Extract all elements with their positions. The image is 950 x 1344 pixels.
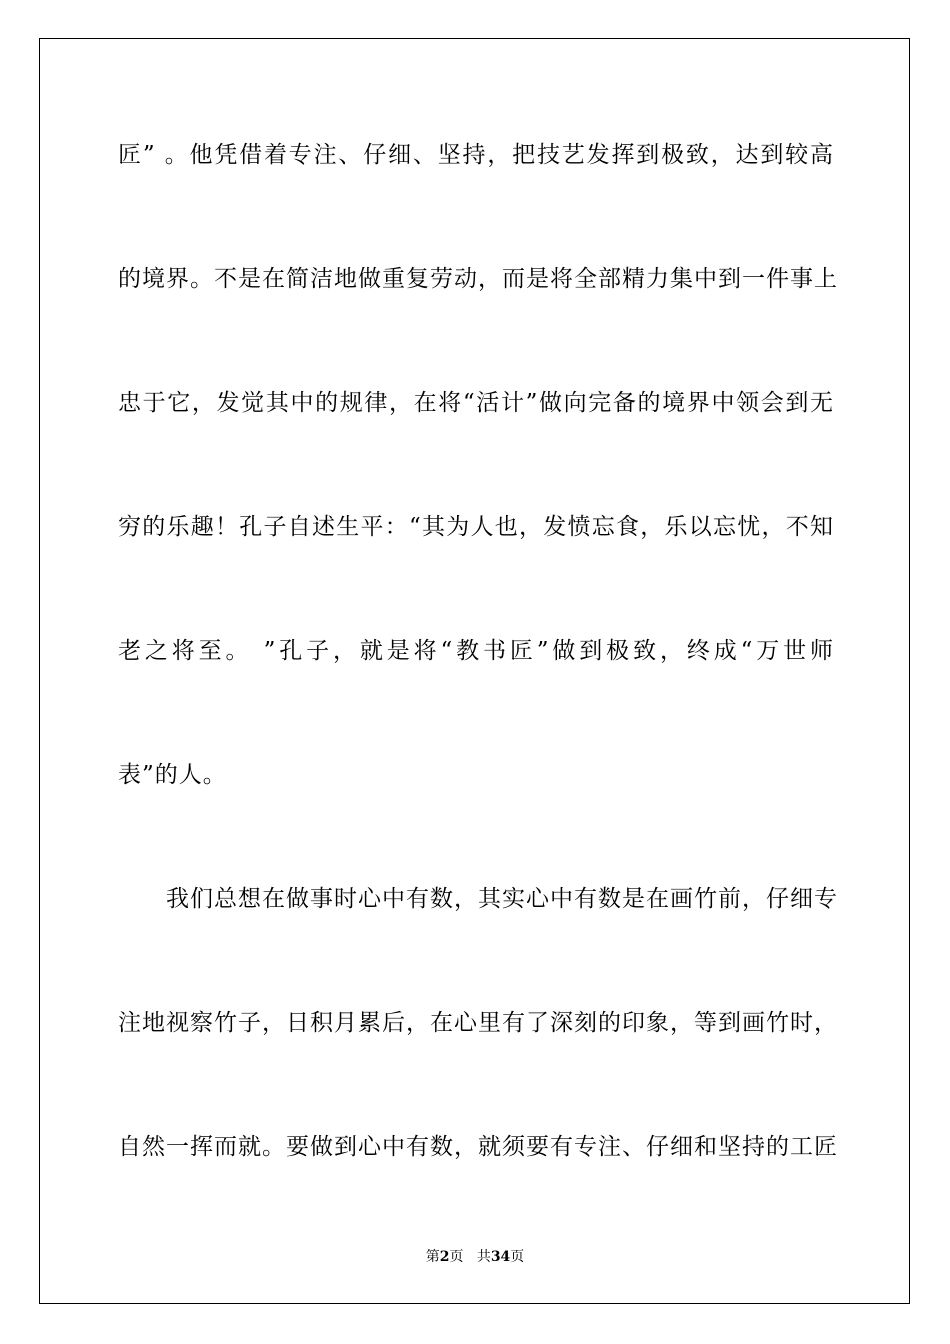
page-prefix: 第	[425, 1249, 440, 1265]
body-text-line: 的境界。不是在简洁地做重复劳动，而是将全部精力集中到一件事上	[118, 266, 838, 292]
body-text-line: 自然一挥而就。要做到心中有数，就须要有专注、仔细和坚持的工匠	[118, 1134, 838, 1160]
page-border	[39, 38, 910, 1304]
total-pages: 34	[490, 1249, 511, 1265]
body-text-line: 忠于它，发觉其中的规律，在将“活计”做向完备的境界中领会到无	[118, 390, 834, 416]
page-footer	[0, 1248, 950, 1266]
body-text-line: 注地视察竹子，日积月累后，在心里有了深刻的印象，等到画竹时，	[118, 1010, 838, 1036]
page-suffix: 页	[449, 1249, 464, 1265]
total-suffix: 页	[510, 1249, 525, 1265]
total-prefix: 共	[476, 1249, 491, 1265]
body-text-line: 我们总想在做事时心中有数，其实心中有数是在画竹前，仔细专	[118, 886, 838, 912]
body-text-line: 表”的人。	[118, 762, 227, 788]
body-text-line: 穷的乐趣！孔子自述生平：“其为人也，发愤忘食，乐以忘忧，不知	[118, 514, 834, 540]
body-text-line: 匠” 。他凭借着专注、仔细、坚持，把技艺发挥到极致，达到较高	[118, 142, 834, 168]
body-text-line: 老之将至。 ”孔子，就是将“教书匠”做到极致，终成“万世师	[118, 638, 834, 664]
page-number: 2	[439, 1249, 450, 1265]
